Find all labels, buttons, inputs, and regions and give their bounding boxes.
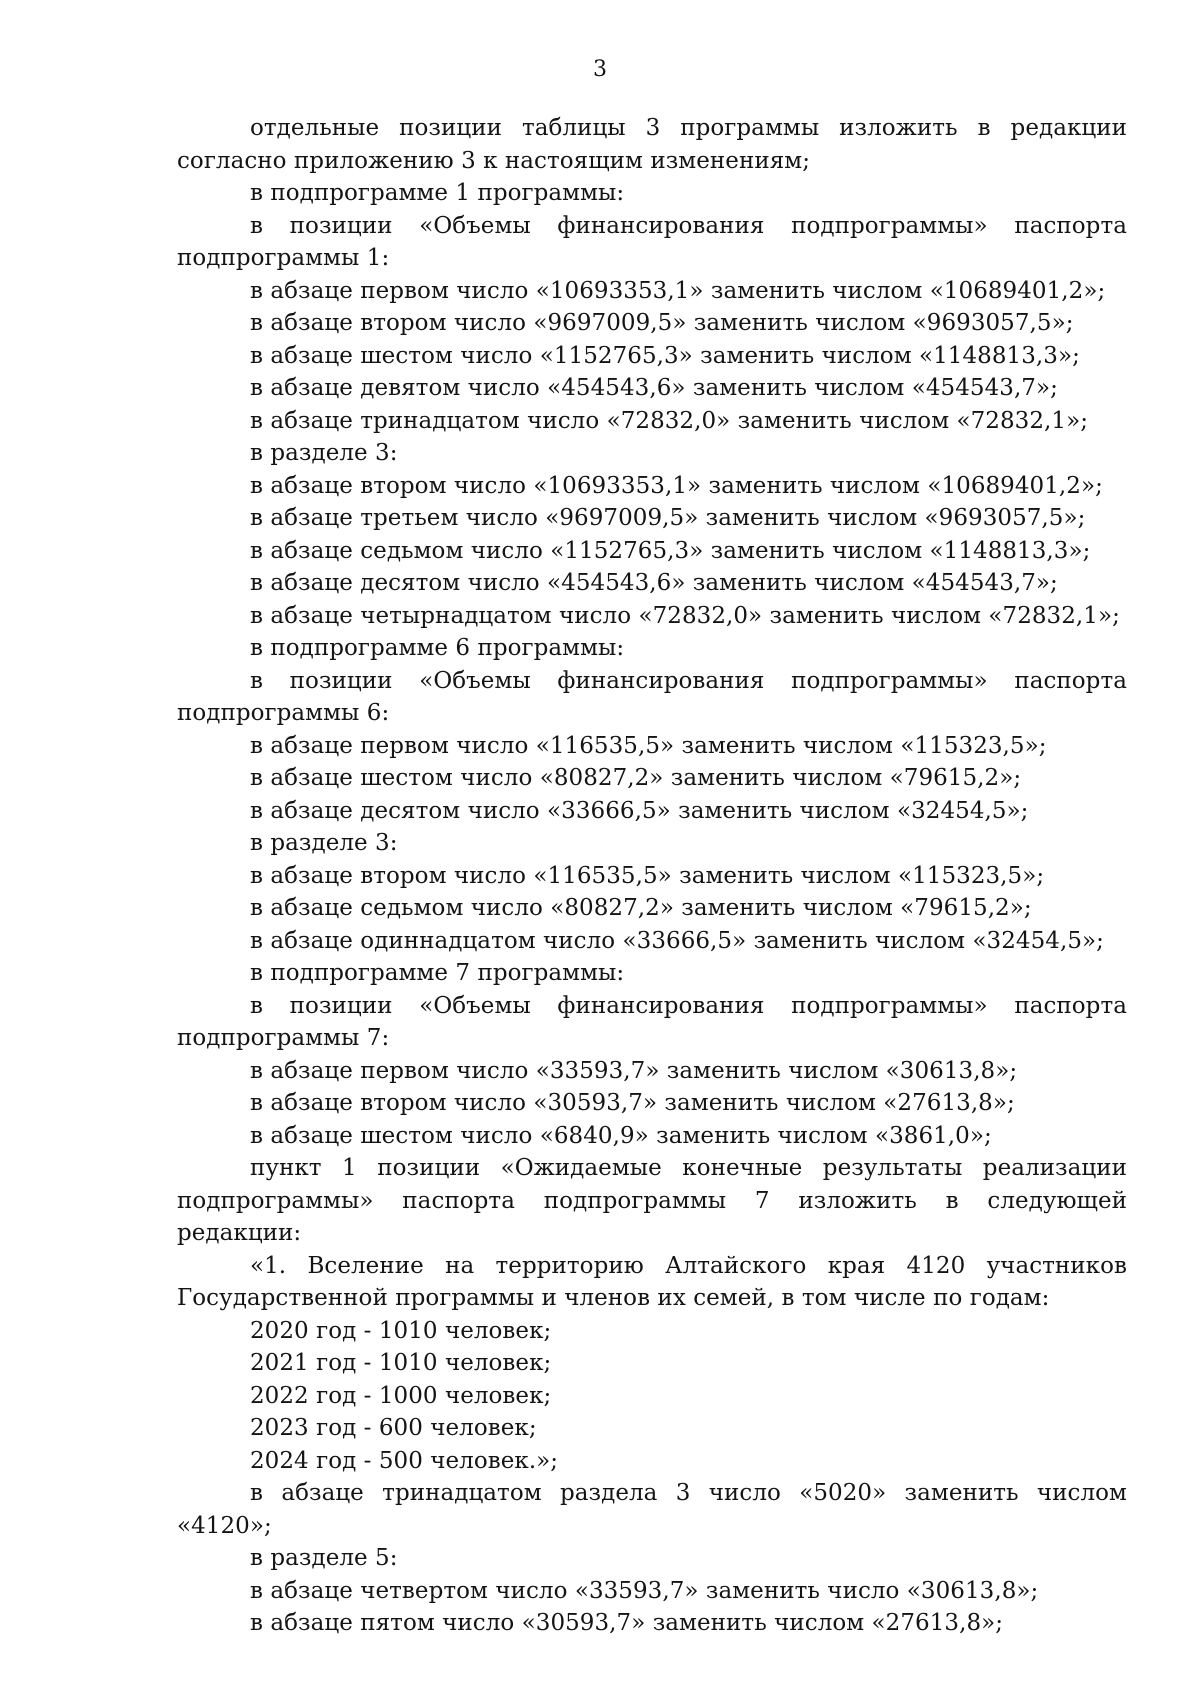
paragraph: в абзаце втором число «116535,5» заменить числом «115323,5»; xyxy=(250,862,1045,889)
paragraph: в разделе 5: xyxy=(250,1545,398,1571)
paragraph: в абзаце шестом число «6840,9» заменить числом «3861,0»; xyxy=(250,1122,992,1149)
paragraph: в абзаце втором число «9697009,5» заменить числом «9693057,5»; xyxy=(250,310,1074,336)
paragraph: в позиции «Объемы финансирования подпрограммы» паспорта подпрограммы 1: xyxy=(177,212,1127,271)
paragraph: в подпрограмме 6 программы: xyxy=(250,635,625,661)
paragraph: в абзаце первом число «116535,5» заменить числом «115323,5»; xyxy=(250,732,1047,759)
paragraph: в разделе 3: xyxy=(250,440,398,466)
paragraph: в абзаце девятом число «454543,6» заменить числом «454543,7»; xyxy=(250,375,1058,401)
paragraph: в подпрограмме 1 программы: xyxy=(250,180,625,206)
paragraph: в абзаце шестом число «1152765,3» заменить числом «1148813,3»; xyxy=(250,342,1080,369)
paragraph: в абзаце первом число «33593,7» заменить числом «30613,8»; xyxy=(250,1057,1018,1084)
paragraph: в абзаце втором число «10693353,1» заменить числом «10689401,2»; xyxy=(250,472,1103,499)
document-body xyxy=(177,112,1127,1640)
paragraph: в подпрограмме 7 программы: xyxy=(250,960,625,986)
paragraph: в абзаце втором число «30593,7» заменить числом «27613,8»; xyxy=(250,1090,1015,1116)
paragraph: 2023 год - 600 человек; xyxy=(250,1415,537,1441)
paragraph: «1. Вселение на территорию Алтайского края 4120 участников Государственной программы и членов их семей, в том числе по годам: xyxy=(177,1252,1127,1311)
paragraph: в абзаце десятом число «454543,6» заменить числом «454543,7»; xyxy=(250,570,1058,596)
paragraph: в позиции «Объемы финансирования подпрограммы» паспорта подпрограммы 6: xyxy=(177,667,1127,726)
paragraph: в абзаце одиннадцатом число «33666,5» заменить числом «32454,5»; xyxy=(250,927,1104,954)
paragraph: в абзаце десятом число «33666,5» заменить числом «32454,5»; xyxy=(250,797,1029,824)
paragraph: 2021 год - 1010 человек; xyxy=(250,1350,552,1376)
paragraph: в абзаце четырнадцатом число «72832,0» заменить числом «72832,1»; xyxy=(250,602,1120,629)
paragraph: в абзаце первом число «10693353,1» заменить числом «10689401,2»; xyxy=(250,277,1106,304)
paragraph: пункт 1 позиции «Ожидаемые конечные результаты реализации подпрограммы» паспорта подпрограммы 7 изложить в следующей редакции: xyxy=(177,1155,1127,1246)
paragraph: 2024 год - 500 человек.»; xyxy=(250,1447,559,1474)
paragraph: в абзаце седьмом число «80827,2» заменить числом «79615,2»; xyxy=(250,895,1032,921)
paragraph: в абзаце шестом число «80827,2» заменить числом «79615,2»; xyxy=(250,765,1022,791)
paragraph: в абзаце тринадцатом раздела 3 число «5020» заменить числом «4120»; xyxy=(177,1480,1127,1539)
paragraph: в абзаце пятом число «30593,7» заменить числом «27613,8»; xyxy=(250,1610,1004,1636)
page-number: 3 xyxy=(593,57,607,82)
paragraph: в абзаце тринадцатом число «72832,0» заменить числом «72832,1»; xyxy=(250,407,1088,434)
paragraph: в абзаце седьмом число «1152765,3» заменить числом «1148813,3»; xyxy=(250,537,1091,564)
paragraph: 2020 год - 1010 человек; xyxy=(250,1317,552,1344)
paragraph: в разделе 3: xyxy=(250,830,398,856)
paragraph: отдельные позиции таблицы 3 программы изложить в редакции согласно приложению 3 к настоящим изменениям; xyxy=(177,115,1127,174)
paragraph: в абзаце третьем число «9697009,5» заменить числом «9693057,5»; xyxy=(250,505,1086,531)
paragraph: в абзаце четвертом число «33593,7» заменить число «30613,8»; xyxy=(250,1577,1039,1604)
paragraph: 2022 год - 1000 человек; xyxy=(250,1382,552,1409)
paragraph: в позиции «Объемы финансирования подпрограммы» паспорта подпрограммы 7: xyxy=(177,992,1127,1051)
